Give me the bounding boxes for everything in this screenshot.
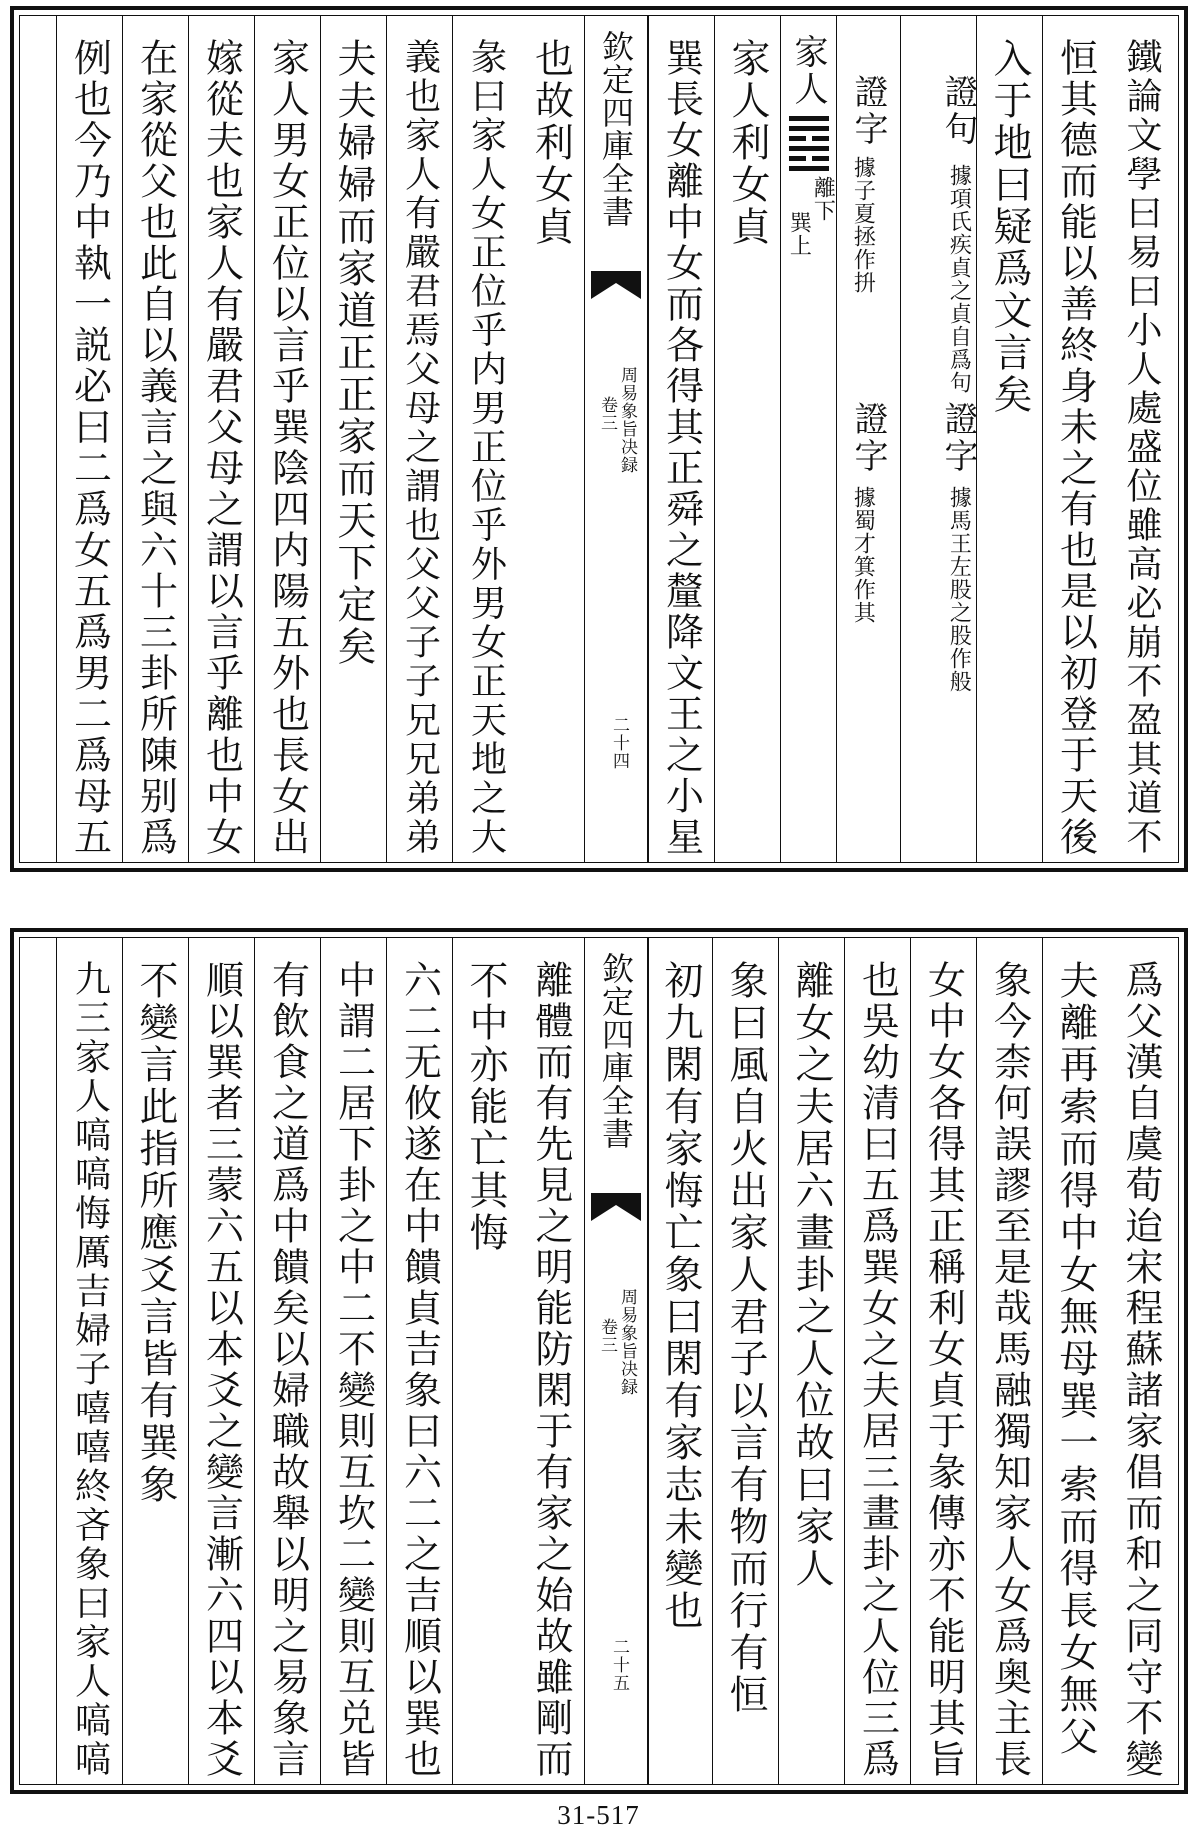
upper-trigram-label: 巽上 (786, 211, 812, 257)
note-body: 據蜀才箕作其 (850, 486, 876, 624)
note-body: 據馬王左股之股作般 (946, 486, 972, 693)
text-column: 順以巽者三蒙六五以本爻之變言漸六四以本爻 (199, 960, 244, 1780)
text-column: 象曰風自火出家人君子以言有物而行有恒 (723, 960, 768, 1716)
bottom-column-8 (648, 938, 712, 1784)
bottom-column-11 (386, 938, 452, 1784)
bottom-column-13 (254, 938, 320, 1784)
bottom-blank-margin (20, 938, 56, 1784)
bottom-column-12 (320, 938, 386, 1784)
top-note-column-1 (900, 16, 976, 862)
text-column: 恒其德而能以善終身未之有也是以初登于天後 (1053, 38, 1098, 858)
fishtail-mark-icon (591, 271, 641, 299)
bottom-column-16 (56, 938, 122, 1784)
text-column: 也吳幼清曰五爲巽女之夫居三畫卦之人位三爲 (855, 960, 900, 1780)
text-column: 鐵論文學曰易曰小人處盛位雖高必崩不盈其道不 (1121, 38, 1162, 857)
text-column: 女中女各得其正稱利女貞于彖傳亦不能明其旨 (921, 960, 966, 1780)
text-column: 爲父漢自虞荀迨宋程蘇諸家倡而和之同守不變 (1119, 960, 1163, 1780)
banner-title: 欽定四庫全書 (597, 30, 635, 228)
text-column: 夫離再索而得中女無母巽一索而得長女無父 (1053, 960, 1098, 1758)
text-column: 嫁從夫也家人有嚴君父母之謂以言乎離也中女 (199, 38, 244, 858)
bottom-page-inner-border (19, 937, 1179, 1785)
text-column: 九三家人嗃嗃悔厲吉婦子嘻嘻終吝象曰家人嗃嗃 (69, 960, 111, 1779)
text-column: 初九閑有家悔亡象曰閑有家志未變也 (658, 960, 703, 1632)
bottom-column-2 (1042, 938, 1108, 1784)
bottom-column-9 (518, 938, 584, 1784)
text-column: 例也今乃中執一説必曰二爲女五爲男二爲母五 (67, 38, 112, 858)
banner-page-number: 二十四 (609, 716, 629, 770)
text-column: 入于地曰疑爲文言矣 (987, 38, 1032, 416)
bottom-column-4 (910, 938, 976, 1784)
text-column: 家人男女正位以言乎巽陰四内陽五外也長女出 (265, 38, 310, 858)
top-center-banner (584, 16, 648, 862)
banner-title: 欽定四庫全書 (597, 952, 635, 1150)
top-column-f (254, 16, 320, 862)
top-column-3 (976, 16, 1042, 862)
top-column-a (648, 16, 714, 862)
fishtail-mark-icon (591, 1193, 641, 1221)
text-column: 不中亦能亡其悔 (463, 960, 508, 1254)
bottom-center-banner (584, 938, 648, 1784)
bottom-column-3 (976, 938, 1042, 1784)
top-column-1 (1108, 16, 1174, 862)
hexagram-icon (789, 116, 829, 176)
top-hexagram-column (780, 16, 836, 862)
hexagram-name: 家人 (788, 34, 828, 108)
note-heading: 證字 (848, 74, 888, 148)
top-note-column-2 (836, 16, 900, 862)
text-column: 在家從父也此自以義言之與六十三卦所陳别爲 (133, 38, 178, 858)
top-column-d (386, 16, 452, 862)
top-column-i (56, 16, 122, 862)
lower-trigram-label: 離下 (810, 176, 836, 222)
bottom-column-7 (712, 938, 778, 1784)
top-page-inner-border (19, 15, 1179, 863)
bottom-column-1 (1108, 938, 1174, 1784)
bottom-column-5 (844, 938, 910, 1784)
text-column: 不變言此指所應爻言皆有巽象 (133, 960, 178, 1506)
top-column-h (122, 16, 188, 862)
page-number: 31-517 (557, 1800, 640, 1830)
top-page-frame (10, 6, 1188, 872)
banner-juan: 卷三 (597, 396, 617, 432)
text-column: 家人利女貞 (725, 38, 770, 248)
text-column: 彖曰家人女正位乎内男正位乎外男女正天地之大 (465, 38, 507, 857)
top-column-judgment (714, 16, 780, 862)
bottom-column-15 (122, 938, 188, 1784)
banner-juan: 卷三 (597, 1318, 617, 1354)
bottom-page-frame (10, 928, 1188, 1794)
banner-book-title: 周易象旨决録 (617, 366, 637, 474)
bottom-column-10 (452, 938, 518, 1784)
note-heading: 證字 (938, 401, 978, 475)
top-column-e (320, 16, 386, 862)
top-column-c (452, 16, 518, 862)
text-column: 離女之夫居六畫卦之人位故曰家人 (789, 960, 834, 1590)
note-body: 據項氏疾貞之貞自爲句 (946, 164, 972, 394)
top-column-b (518, 16, 584, 862)
text-column: 有飲食之道爲中饋矣以婦職故舉以明之易象言 (265, 960, 310, 1780)
note-heading: 證句 (938, 74, 978, 148)
top-blank-margin (20, 16, 56, 862)
text-column: 離體而有先見之明能防閑于有家之始故雖剛而 (529, 960, 573, 1780)
top-column-g (188, 16, 254, 862)
text-column: 中謂二居下卦之中二不變則互坎二變則互兑皆 (331, 960, 376, 1780)
banner-book-title: 周易象旨决録 (617, 1288, 637, 1396)
text-column: 六二无攸遂在中饋貞吉象曰六二之吉順以巽也 (397, 960, 442, 1780)
text-column: 巽長女離中女而各得其正舜之釐降文王之小星 (659, 38, 704, 858)
text-column: 夫夫婦婦而家道正正家而天下定矣 (331, 38, 376, 668)
bottom-column-6 (778, 938, 844, 1784)
text-column: 也故利女貞 (528, 38, 574, 248)
bottom-column-14 (188, 938, 254, 1784)
text-column: 象今柰何誤謬至是哉馬融獨知家人女爲奥主長 (987, 960, 1032, 1780)
banner-page-number: 二十五 (609, 1638, 629, 1692)
note-heading: 證字 (848, 401, 888, 475)
text-column: 義也家人有嚴君焉父母之謂也父父子子兄兄弟弟 (399, 38, 441, 857)
note-body: 據子夏拯作抍 (850, 156, 876, 294)
top-column-2 (1042, 16, 1108, 862)
